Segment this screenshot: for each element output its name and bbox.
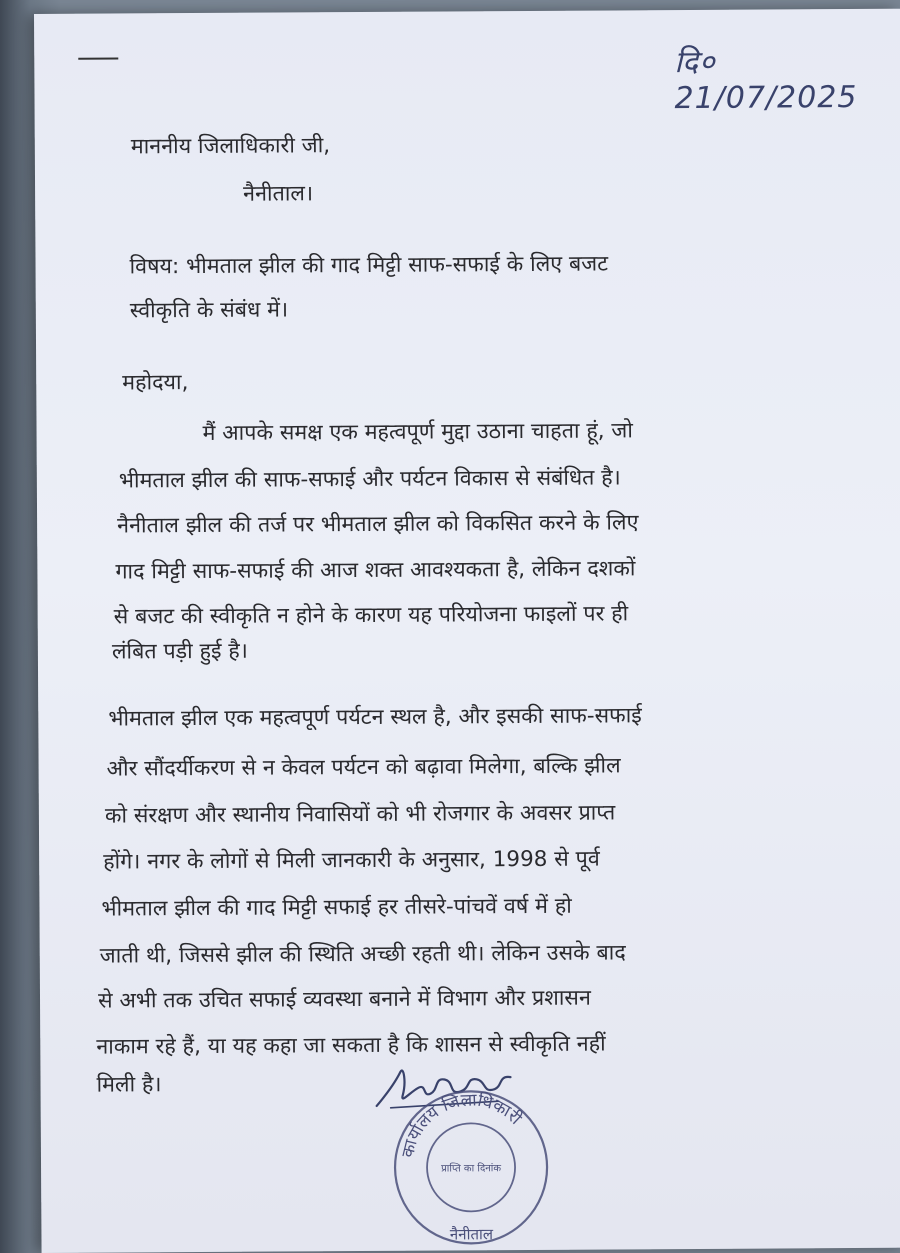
- recipient-title: माननीय जिलाधिकारी जी,: [130, 133, 331, 160]
- margin-dash: [78, 57, 118, 59]
- stamp-inner-text: प्राप्ति का दिनांक: [441, 1163, 502, 1175]
- stamp-bottom-text: नैनीताल: [449, 1225, 494, 1244]
- paragraph-line: नाकाम रहे हैं, या यह कहा जा सकता है कि शासन से स्वीकृति नहीं: [96, 1031, 606, 1060]
- office-stamp: [386, 1079, 557, 1250]
- paragraph-line: नैनीताल झील की तर्ज पर भीमताल झील को विकसित करने के लिए: [117, 510, 639, 539]
- paragraph-line: भीमताल झील की गाद मिट्टी सफाई हर तीसरे-पांचवें वर्ष में हो: [101, 893, 572, 922]
- paragraph-line: भीमताल झील की साफ-सफाई और पर्यटन विकास से संबंधित है।: [118, 465, 621, 494]
- handwritten-date: दि० 21/07/2025: [674, 44, 858, 117]
- paragraph-line: भीमताल झील एक महत्वपूर्ण पर्यटन स्थल है, और इसकी साफ-सफाई: [108, 703, 642, 732]
- subject-line-1: विषय: भीमताल झील की गाद मिट्टी साफ-सफाई के लिए बजट: [129, 251, 609, 280]
- salutation: महोदया,: [122, 370, 189, 396]
- paragraph-line: होंगे। नगर के लोगों से मिली जानकारी के अनुसार, 1998 से पूर्व: [103, 846, 600, 875]
- paragraph-line: मिली है।: [96, 1072, 162, 1098]
- paragraph-line: मैं आपके समक्ष एक महत्वपूर्ण मुद्दा उठाना चाहता हूं, जो: [202, 418, 634, 446]
- paragraph-line: जाती थी, जिससे झील की स्थिति अच्छी रहती थी। लेकिन उसके बाद: [99, 940, 626, 969]
- letter-page: [34, 9, 900, 1253]
- paragraph-line: गाद मिट्टी साफ-सफाई की आज शक्त आवश्यकता है, लेकिन दशकों: [115, 556, 636, 585]
- subject-line-2: स्वीकृति के संबंध में।: [129, 297, 289, 324]
- paragraph-line: को संरक्षण और स्थानीय निवासियों को भी रोजगार के अवसर प्राप्त: [104, 800, 616, 829]
- recipient-city: नैनीताल।: [243, 181, 314, 207]
- paragraph-line: लंबित पड़ी हुई है।: [111, 638, 248, 665]
- paragraph-line: से बजट की स्वीकृति न होने के कारण यह परियोजना फाइलों पर ही: [113, 601, 629, 630]
- paragraph-line: से अभी तक उचित सफाई व्यवस्था बनाने में विभाग और प्रशासन: [97, 985, 591, 1014]
- stamp-outer-text: कार्यालय जिलाधिकारी: [398, 1090, 526, 1160]
- paragraph-line: और सौंदर्यीकरण से न केवल पर्यटन को बढ़ावा मिलेगा, बल्कि झील: [106, 753, 621, 782]
